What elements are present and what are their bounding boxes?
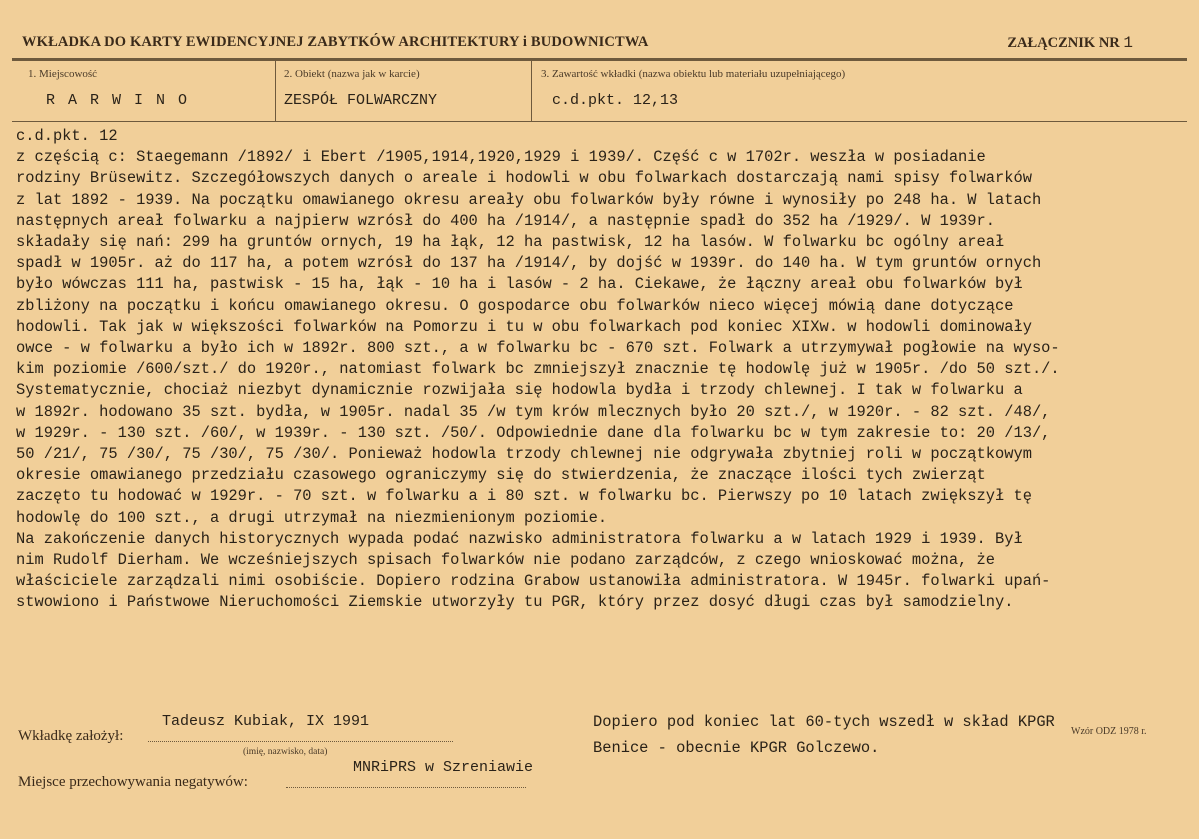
locality-label: 1. Miejscowość bbox=[28, 68, 98, 80]
field-divider bbox=[531, 60, 532, 122]
body-line: następnych areał folwarku a najpierw wzrósł do 400 ha /1914/, a następnie spadł do 352 ha /1929/. W 1939r. bbox=[16, 211, 996, 230]
form-version: Wzór ODZ 1978 r. bbox=[1071, 726, 1147, 737]
body-line: z lat 1892 - 1939. Na początku omawianego okresu areały obu folwarków były równe i wynosiły po 248 ha. W latach bbox=[16, 190, 1042, 209]
content-label: 3. Zawartość wkładki (nazwa obiektu lub materiału uzupełniającego) bbox=[541, 68, 846, 80]
field-divider bbox=[275, 60, 276, 122]
annex-number: 1 bbox=[1123, 34, 1133, 52]
body-line: spadł w 1905r. aż do 117 ha, a potem wzrósł do 137 ha /1914/, by dojść w 1939r. do 140 ha. W tym gruntów ornych bbox=[16, 254, 1042, 273]
body-line: zaczęto tu hodować w 1929r. - 70 szt. w folwarku a i 80 szt. w folwarku bc. Pierwszy po 10 latach zwiększył tę bbox=[16, 487, 1032, 506]
body-line: rodziny Brüsewitz. Szczegółowszych danych o areale i hodowli w obu folwarkach dostarczają nami spisy folwarków bbox=[16, 169, 1032, 188]
fields-rule bbox=[12, 121, 1187, 122]
body-line: owce - w folwarku a było ich w 1892r. 800 szt., a w folwarku bc - 670 szt. Folwark a utrzymywał pogłowie na wyso- bbox=[16, 339, 1060, 358]
annex-label-text: ZAŁĄCZNIK NR bbox=[1007, 35, 1120, 51]
body-line: właściciele zarządzali nimi osobiście. Dopiero rodzina Grabow ustanowiła administratora. W 1945r. folwarki upań- bbox=[16, 572, 1051, 591]
body-line: okresie omawianego przedziału czasowego ograniczymy się do stwierdzenia, że znaczące ilości tych zwierząt bbox=[16, 466, 986, 485]
body-line: w 1892r. hodowano 35 szt. bydła, w 1905r. nadal 35 /w tym krów mlecznych było 20 szt./, w 1920r. - 82 szt. /48/, bbox=[16, 402, 1051, 421]
body-line: 50 /21/, 75 /30/, 75 /30/, 75 /30/. Ponieważ hodowla trzody chlewnej nie odgrywała zbytniej roli w początkowym bbox=[16, 445, 1032, 464]
form-title: WKŁADKA DO KARTY EWIDENCYJNEJ ZABYTKÓW ARCHITEKTURY i BUDOWNICTWA bbox=[22, 34, 649, 50]
body-line: Na zakończenie danych historycznych wypada podać nazwisko administratora folwarku a w latach 1929 i 1939. Był bbox=[16, 529, 1023, 548]
founder-line bbox=[148, 741, 453, 742]
continuation-line: Benice - obecnie KPGR Golczewo. bbox=[593, 739, 880, 757]
object-value: ZESPÓŁ FOLWARCZNY bbox=[284, 92, 438, 109]
header-rule bbox=[12, 58, 1187, 61]
content-value: c.d.pkt. 12,13 bbox=[552, 92, 679, 109]
storage-value: MNRiPRS w Szreniawie bbox=[353, 759, 534, 776]
body-line: nim Rudolf Dierham. We wcześniejszych spisach folwarków nie podano zarządców, z czego wnioskować można, że bbox=[16, 551, 996, 570]
body-line: składały się nań: 299 ha gruntów ornych, 19 ha łąk, 12 ha pastwisk, 12 ha lasów. W folwarku bc ogólny areał bbox=[16, 233, 1005, 252]
body-text bbox=[16, 126, 1186, 614]
annex-label bbox=[1007, 34, 1133, 52]
founder-caption: (imię, nazwisko, data) bbox=[243, 747, 328, 757]
body-line: stwowiono i Państwowe Nieruchomości Ziemskie utworzyły tu PGR, który przez dosyć długi czas był samodzielny. bbox=[16, 593, 1014, 612]
object-label: 2. Obiekt (nazwa jak w karcie) bbox=[284, 68, 420, 80]
body-line: zbliżony na początku i końcu omawianego okresu. O gospodarce obu folwarków nieco więcej mówią dane dotyczące bbox=[16, 296, 1014, 315]
body-line: hodowli. Tak jak w większości folwarków na Pomorzu i tu w obu folwarkach pod koniec XIXw. w hodowli dominowały bbox=[16, 317, 1032, 336]
storage-line bbox=[286, 787, 526, 788]
locality-value: R A R W I N O bbox=[46, 92, 190, 109]
continuation-line: Dopiero pod koniec lat 60-tych wszedł w skład KPGR bbox=[593, 713, 1055, 731]
storage-label: Miejsce przechowywania negatywów: bbox=[18, 774, 248, 790]
body-line: kim poziomie /600/szt./ do 1920r., natomiast folwark bc zmniejszył znacznie tę hodowlę już w 1905r. /do 50 szt./. bbox=[16, 360, 1060, 379]
body-line: było wówczas 111 ha, pastwisk - 15 ha, łąk - 10 ha i lasów - 2 ha. Ciekawe, że łączny areał obu folwarków był bbox=[16, 275, 1023, 294]
body-line: hodowlę do 100 szt., a drugi utrzymał na niezmienionym poziomie. bbox=[16, 508, 608, 527]
body-line: w 1929r. - 130 szt. /60/, w 1939r. - 130 szt. /50/. Odpowiednie dane dla folwarku bc w tym zakresie to: 20 /13/, bbox=[16, 423, 1051, 442]
body-line: Systematycznie, chociaż niezbyt dynamicznie rozwijała się hodowla bydła i trzody chlewnej. I tak w folwarku a bbox=[16, 381, 1023, 400]
body-line: c.d.pkt. 12 bbox=[16, 127, 118, 145]
founder-label: Wkładkę założył: bbox=[18, 728, 124, 744]
founder-value: Tadeusz Kubiak, IX 1991 bbox=[162, 713, 370, 730]
body-line: z częścią c: Staegemann /1892/ i Ebert /1905,1914,1920,1929 i 1939/. Część c w 1702r. weszła w posiadanie bbox=[16, 148, 986, 167]
